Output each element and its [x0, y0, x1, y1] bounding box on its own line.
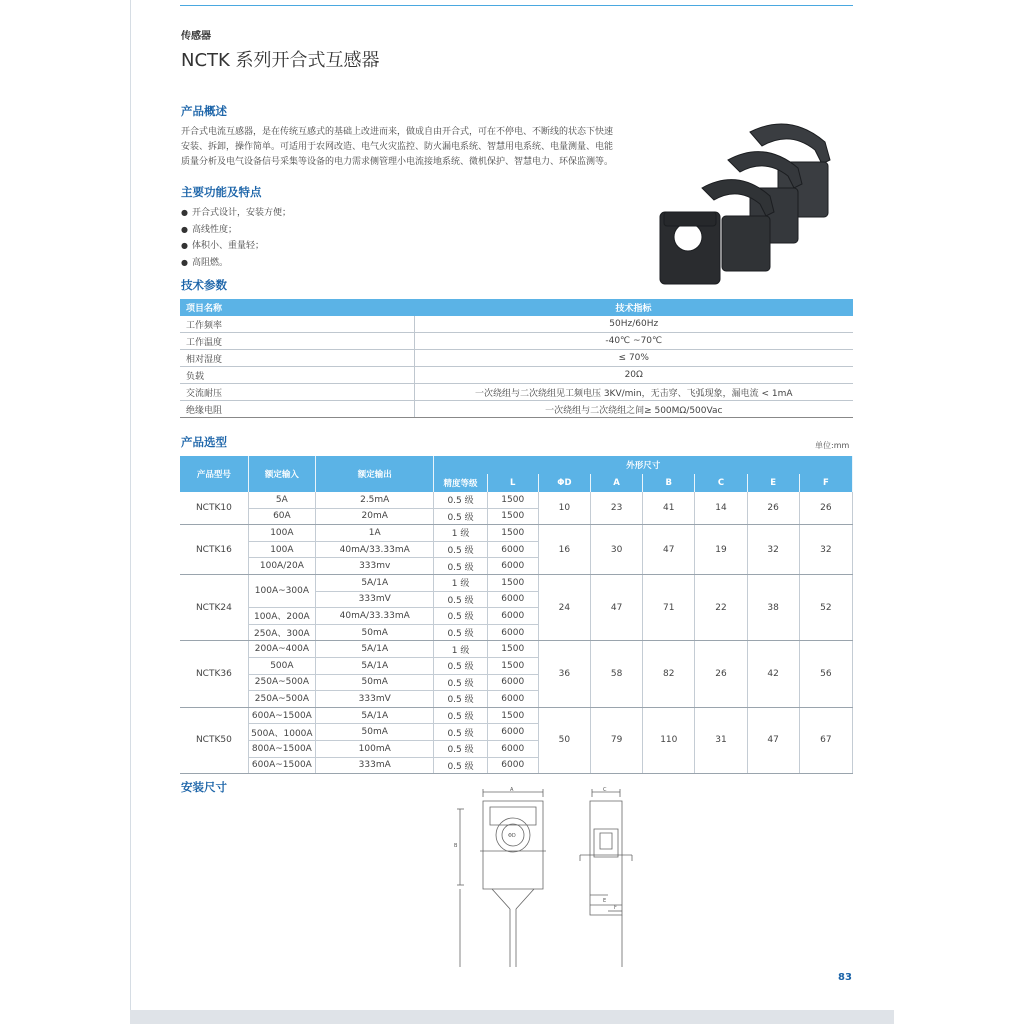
length-cell: 6000 [487, 724, 538, 741]
output-cell: 50mA [316, 624, 434, 641]
model-cell: NCTK36 [180, 641, 248, 707]
column-header: 项目名称 [180, 299, 414, 316]
column-header: E [747, 474, 799, 492]
list-item: ● 开合式设计，安装方便； [181, 205, 291, 222]
features-heading: 主要功能及特点 [181, 185, 262, 199]
accuracy-cell: 0.5 级 [434, 608, 487, 625]
output-cell: 5A/1A [316, 657, 434, 674]
table-row [180, 401, 853, 418]
input-cell: 500A [248, 657, 315, 674]
spec-value: -40℃ ~70℃ [414, 333, 853, 350]
column-header: 额定输入 [248, 456, 315, 492]
overview-text [181, 125, 631, 170]
input-cell: 100A/20A [248, 558, 315, 575]
column-header: A [591, 474, 643, 492]
dimension-cell: 32 [799, 525, 852, 575]
model-cell: NCTK16 [180, 525, 248, 575]
selection-table [180, 456, 853, 774]
dimension-cell: 26 [747, 492, 799, 525]
table-row [180, 350, 853, 367]
dimension-cell: 110 [643, 707, 695, 773]
input-cell: 60A [248, 508, 315, 525]
page-number: 83 [838, 972, 852, 983]
spec-name: 工作温度 [180, 333, 414, 350]
length-cell: 6000 [487, 740, 538, 757]
input-cell: 250A、300A [248, 624, 315, 641]
output-cell: 40mA/33.33mA [316, 608, 434, 625]
dimension-cell: 16 [538, 525, 590, 575]
output-cell: 333mv [316, 558, 434, 575]
header-rule [180, 5, 853, 6]
column-header: 产品型号 [180, 456, 248, 492]
input-cell: 800A~1500A [248, 740, 315, 757]
side-view-drawing [572, 785, 642, 975]
overview-line: 安装、拆卸，操作简单。可适用于农网改造、电气火灾监控、防火漏电系统、智慧用电系统、电量测量、电能 [181, 142, 614, 152]
column-header: 额定输出 [316, 456, 434, 492]
dimension-cell: 41 [643, 492, 695, 525]
dimension-cell: 32 [747, 525, 799, 575]
output-cell: 5A/1A [316, 574, 434, 591]
bottom-scroll-strip [130, 1010, 894, 1024]
output-cell: 40mA/33.33mA [316, 541, 434, 558]
column-header: B [643, 474, 695, 492]
spec-name: 交流耐压 [180, 384, 414, 401]
input-cell: 600A~1500A [248, 757, 315, 774]
dimension-cell: 26 [799, 492, 852, 525]
dimension-cell: 58 [591, 641, 643, 707]
dimension-cell: 56 [799, 641, 852, 707]
accuracy-cell: 1 级 [434, 574, 487, 591]
unit-note: 单位:mm [815, 441, 850, 450]
length-cell: 6000 [487, 608, 538, 625]
accuracy-cell: 0.5 级 [434, 541, 487, 558]
accuracy-cell: 0.5 级 [434, 492, 487, 508]
dimension-label-a: A [510, 787, 514, 793]
table-row [180, 707, 853, 724]
dimension-cell: 50 [538, 707, 590, 773]
dimension-cell: 23 [591, 492, 643, 525]
table-row [180, 384, 853, 401]
spec-name: 工作频率 [180, 316, 414, 333]
dimension-cell: 30 [591, 525, 643, 575]
input-cell: 250A~500A [248, 691, 315, 708]
length-cell: 6000 [487, 541, 538, 558]
input-cell: 600A~1500A [248, 707, 315, 724]
input-cell: 500A、1000A [248, 724, 315, 741]
spec-name: 负载 [180, 367, 414, 384]
overview-line: 开合式电流互感器，是在传统互感式的基础上改进而来，做成自由开合式，可在不停电、不断线的状态下快速 [181, 127, 614, 137]
selection-heading: 产品选型 [181, 435, 227, 449]
page-title: NCTK 系列开合式互感器 [181, 50, 380, 71]
dimension-cell: 24 [538, 574, 590, 640]
dimension-cell: 26 [695, 641, 747, 707]
table-row [180, 525, 853, 542]
table-row [180, 492, 853, 508]
length-cell: 1500 [487, 707, 538, 724]
dimension-label-b: B [454, 843, 458, 849]
accuracy-cell: 0.5 级 [434, 757, 487, 774]
dimension-cell: 47 [643, 525, 695, 575]
output-cell: 100mA [316, 740, 434, 757]
spec-value: 一次绕组与二次绕组之间≥ 500MΩ/500Vac [414, 401, 853, 418]
accuracy-cell: 1 级 [434, 641, 487, 658]
overview-heading: 产品概述 [181, 104, 227, 118]
input-cell: 250A~500A [248, 674, 315, 691]
accuracy-cell: 0.5 级 [434, 740, 487, 757]
accuracy-cell: 0.5 级 [434, 558, 487, 575]
length-cell: 6000 [487, 757, 538, 774]
spec-value: 20Ω [414, 367, 853, 384]
accuracy-cell: 0.5 级 [434, 724, 487, 741]
column-header: F [799, 474, 852, 492]
column-header: 外形尺寸 [434, 456, 853, 474]
output-cell: 20mA [316, 508, 434, 525]
accuracy-cell: 0.5 级 [434, 591, 487, 608]
table-row [180, 333, 853, 350]
table-row [180, 574, 853, 591]
output-cell: 2.5mA [316, 492, 434, 508]
specs-table [180, 299, 853, 418]
dimension-label-f: F [614, 905, 617, 911]
length-cell: 1500 [487, 574, 538, 591]
list-item: ● 高线性度； [181, 222, 291, 239]
spec-name: 相对湿度 [180, 350, 414, 367]
dimension-cell: 31 [695, 707, 747, 773]
accuracy-cell: 0.5 级 [434, 508, 487, 525]
model-cell: NCTK10 [180, 492, 248, 525]
length-cell: 6000 [487, 691, 538, 708]
install-heading: 安装尺寸 [181, 780, 227, 794]
model-cell: NCTK24 [180, 574, 248, 640]
output-cell: 333mA [316, 757, 434, 774]
dimension-label-phid: ΦD [508, 833, 516, 839]
output-cell: 5A/1A [316, 707, 434, 724]
table-row [180, 367, 853, 384]
list-item: ● 高阻燃。 [181, 255, 291, 272]
length-cell: 1500 [487, 641, 538, 658]
specs-heading: 技术参数 [181, 278, 227, 292]
output-cell: 333mV [316, 691, 434, 708]
category-label: 传感器 [181, 31, 211, 42]
spec-value: 50Hz/60Hz [414, 316, 853, 333]
output-cell: 5A/1A [316, 641, 434, 658]
length-cell: 1500 [487, 492, 538, 508]
column-header: ΦD [538, 474, 590, 492]
accuracy-cell: 1 级 [434, 525, 487, 542]
column-header: C [695, 474, 747, 492]
length-cell: 1500 [487, 657, 538, 674]
table-row [180, 641, 853, 658]
column-header: 精度等级 [434, 474, 487, 492]
column-header: L [487, 474, 538, 492]
dimension-cell: 36 [538, 641, 590, 707]
dimension-cell: 47 [591, 574, 643, 640]
output-cell: 50mA [316, 674, 434, 691]
input-cell: 100A [248, 541, 315, 558]
dimension-cell: 38 [747, 574, 799, 640]
length-cell: 6000 [487, 558, 538, 575]
spec-value: ≤ 70% [414, 350, 853, 367]
features-list [181, 205, 291, 271]
input-cell: 5A [248, 492, 315, 508]
spec-value: 一次绕组与二次绕组见工频电压 3KV/min，无击穿、飞弧现象，漏电流 < 1mA [414, 384, 853, 401]
list-item: ● 体积小、重量轻； [181, 238, 291, 255]
input-cell: 100A [248, 525, 315, 542]
dimension-cell: 10 [538, 492, 590, 525]
product-photo [650, 112, 850, 292]
dimension-cell: 47 [747, 707, 799, 773]
dimension-cell: 67 [799, 707, 852, 773]
dimension-cell: 22 [695, 574, 747, 640]
output-cell: 1A [316, 525, 434, 542]
input-cell: 100A、200A [248, 608, 315, 625]
spec-name: 绝缘电阻 [180, 401, 414, 418]
accuracy-cell: 0.5 级 [434, 657, 487, 674]
dimension-label-e: E [603, 898, 607, 904]
dimension-cell: 14 [695, 492, 747, 525]
input-cell: 100A~300A [248, 574, 315, 607]
length-cell: 6000 [487, 674, 538, 691]
dimension-label-c: C [603, 787, 607, 793]
output-cell: 50mA [316, 724, 434, 741]
dimension-cell: 19 [695, 525, 747, 575]
accuracy-cell: 0.5 级 [434, 674, 487, 691]
model-cell: NCTK50 [180, 707, 248, 773]
accuracy-cell: 0.5 级 [434, 691, 487, 708]
length-cell: 1500 [487, 508, 538, 525]
length-cell: 1500 [487, 525, 538, 542]
front-view-drawing [452, 785, 562, 975]
table-row [180, 316, 853, 333]
column-header: 技术指标 [414, 299, 853, 316]
length-cell: 6000 [487, 624, 538, 641]
overview-line: 质量分析及电气设备信号采集等设备的电力需求侧管理小电流接地系统、微机保护、智慧电力、环保监测等。 [181, 157, 614, 167]
accuracy-cell: 0.5 级 [434, 624, 487, 641]
dimension-cell: 79 [591, 707, 643, 773]
input-cell: 200A~400A [248, 641, 315, 658]
dimension-cell: 52 [799, 574, 852, 640]
output-cell: 333mV [316, 591, 434, 608]
accuracy-cell: 0.5 级 [434, 707, 487, 724]
dimension-cell: 71 [643, 574, 695, 640]
dimension-cell: 42 [747, 641, 799, 707]
length-cell: 6000 [487, 591, 538, 608]
dimension-cell: 82 [643, 641, 695, 707]
